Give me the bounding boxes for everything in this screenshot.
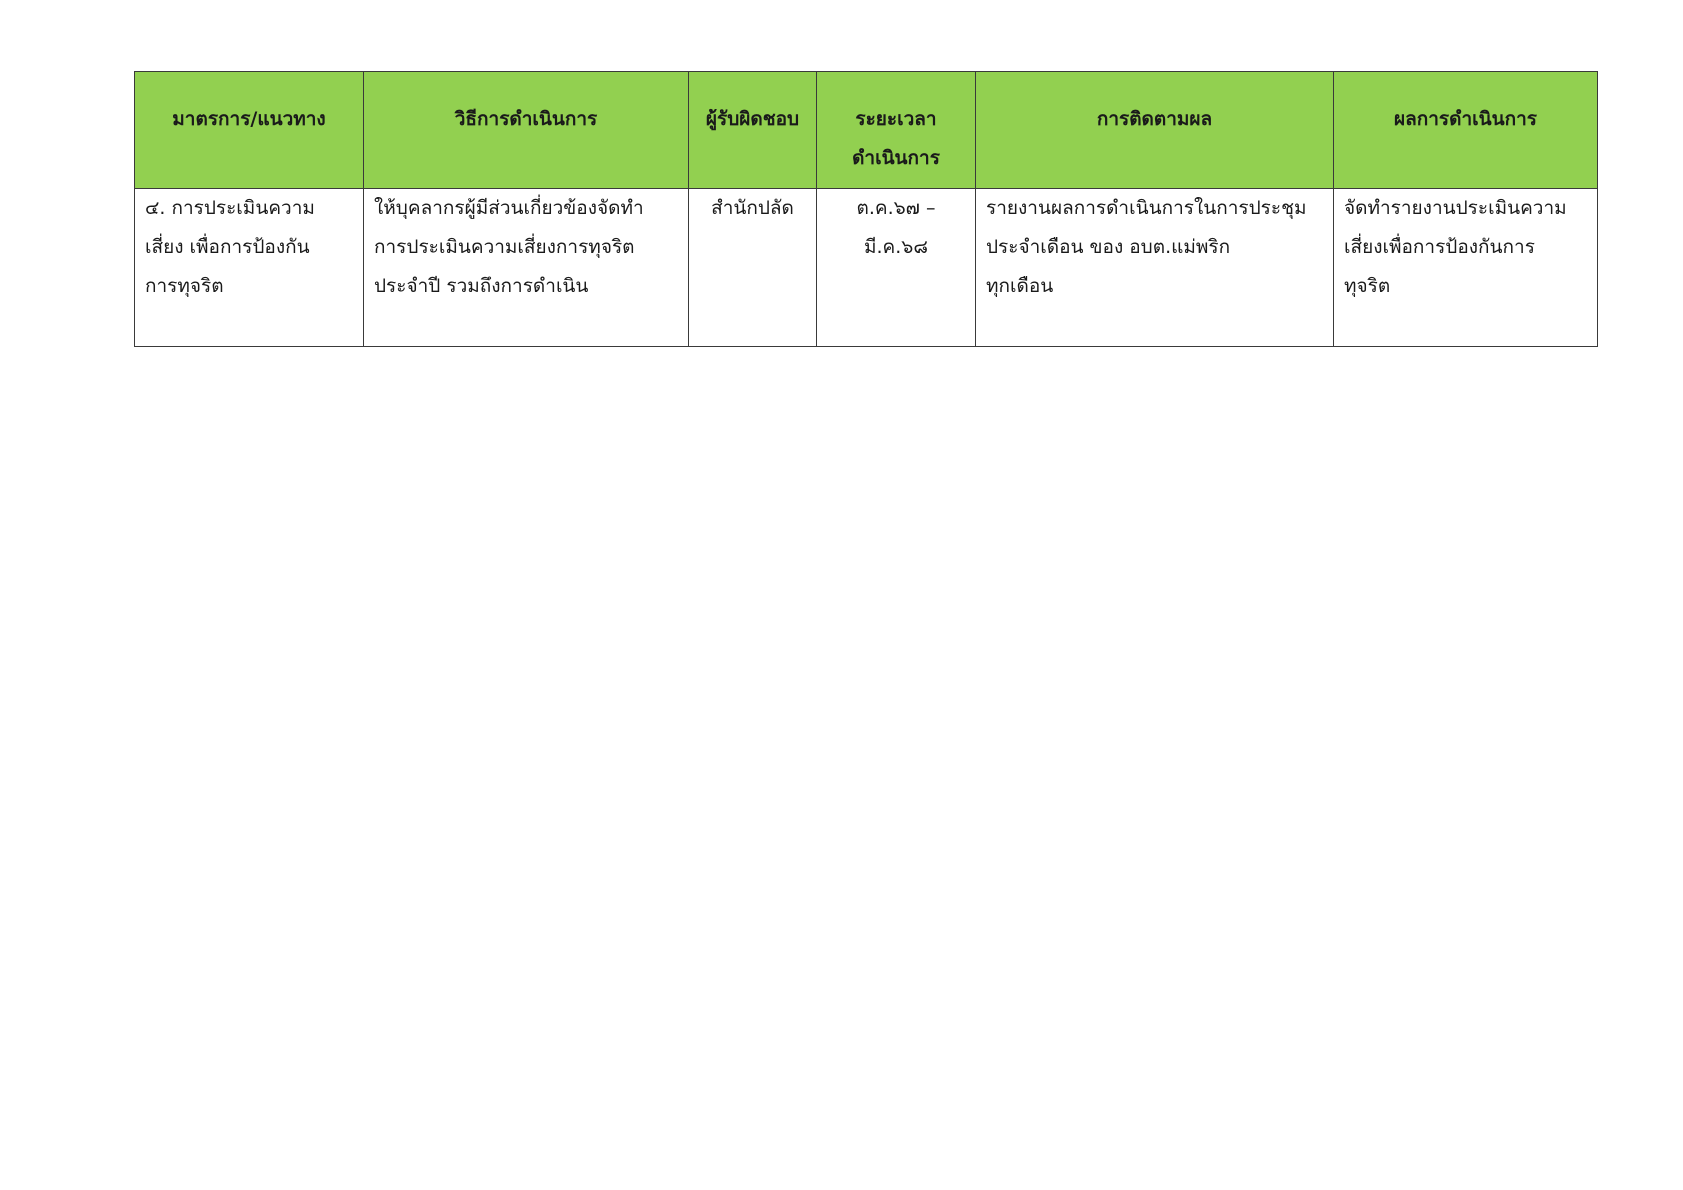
cell-monitoring-line: ทุกเดือน bbox=[986, 275, 1054, 297]
table-header-row bbox=[135, 72, 1598, 189]
cell-result-line: เสี่ยงเพื่อการป้องกันการ bbox=[1344, 236, 1535, 258]
plan-table bbox=[134, 71, 1598, 347]
cell-measure bbox=[135, 189, 364, 347]
cell-monitoring bbox=[976, 189, 1334, 347]
header-period bbox=[817, 72, 976, 189]
cell-period-line: มี.ค.๖๘ bbox=[863, 236, 929, 258]
header-measure bbox=[135, 72, 364, 189]
cell-measure-line: การทุจริต bbox=[145, 275, 224, 297]
header-result bbox=[1334, 72, 1598, 189]
cell-period bbox=[817, 189, 976, 347]
header-responsible bbox=[689, 72, 817, 189]
cell-result-line: ทุจริต bbox=[1344, 275, 1391, 297]
cell-result bbox=[1334, 189, 1598, 347]
header-result-label: ผลการดำเนินการ bbox=[1393, 108, 1537, 130]
cell-result-line: จัดทำรายงานประเมินความ bbox=[1344, 197, 1567, 219]
header-responsible-label: ผู้รับผิดชอบ bbox=[705, 108, 800, 130]
cell-period-line: ต.ค.๖๗ – bbox=[856, 197, 936, 219]
cell-method-line: การประเมินความเสี่ยงการทุจริต bbox=[374, 236, 635, 258]
header-monitoring-label: การติดตามผล bbox=[1096, 108, 1213, 130]
header-monitoring bbox=[976, 72, 1334, 189]
cell-responsible bbox=[689, 189, 817, 347]
cell-method bbox=[364, 189, 689, 347]
cell-method-line: ให้บุคลากรผู้มีส่วนเกี่ยวข้องจัดทำ bbox=[374, 197, 644, 219]
cell-monitoring-line: ประจำเดือน ของ อบต.แม่พริก bbox=[986, 236, 1231, 258]
header-period-label-line1: ระยะเวลา bbox=[855, 108, 937, 130]
header-measure-label: มาตรการ/แนวทาง bbox=[172, 108, 326, 130]
cell-measure-line: เสี่ยง เพื่อการป้องกัน bbox=[145, 236, 310, 258]
header-method bbox=[364, 72, 689, 189]
cell-method-line: ประจำปี รวมถึงการดำเนิน bbox=[374, 275, 589, 297]
cell-monitoring-line: รายงานผลการดำเนินการในการประชุม bbox=[986, 197, 1307, 219]
header-period-label-line2: ดำเนินการ bbox=[852, 147, 940, 169]
table-row bbox=[135, 189, 1598, 347]
header-method-label: วิธีการดำเนินการ bbox=[454, 108, 598, 130]
cell-measure-line: ๔. การประเมินความ bbox=[145, 197, 315, 219]
cell-responsible-text: สำนักปลัด bbox=[711, 197, 794, 219]
